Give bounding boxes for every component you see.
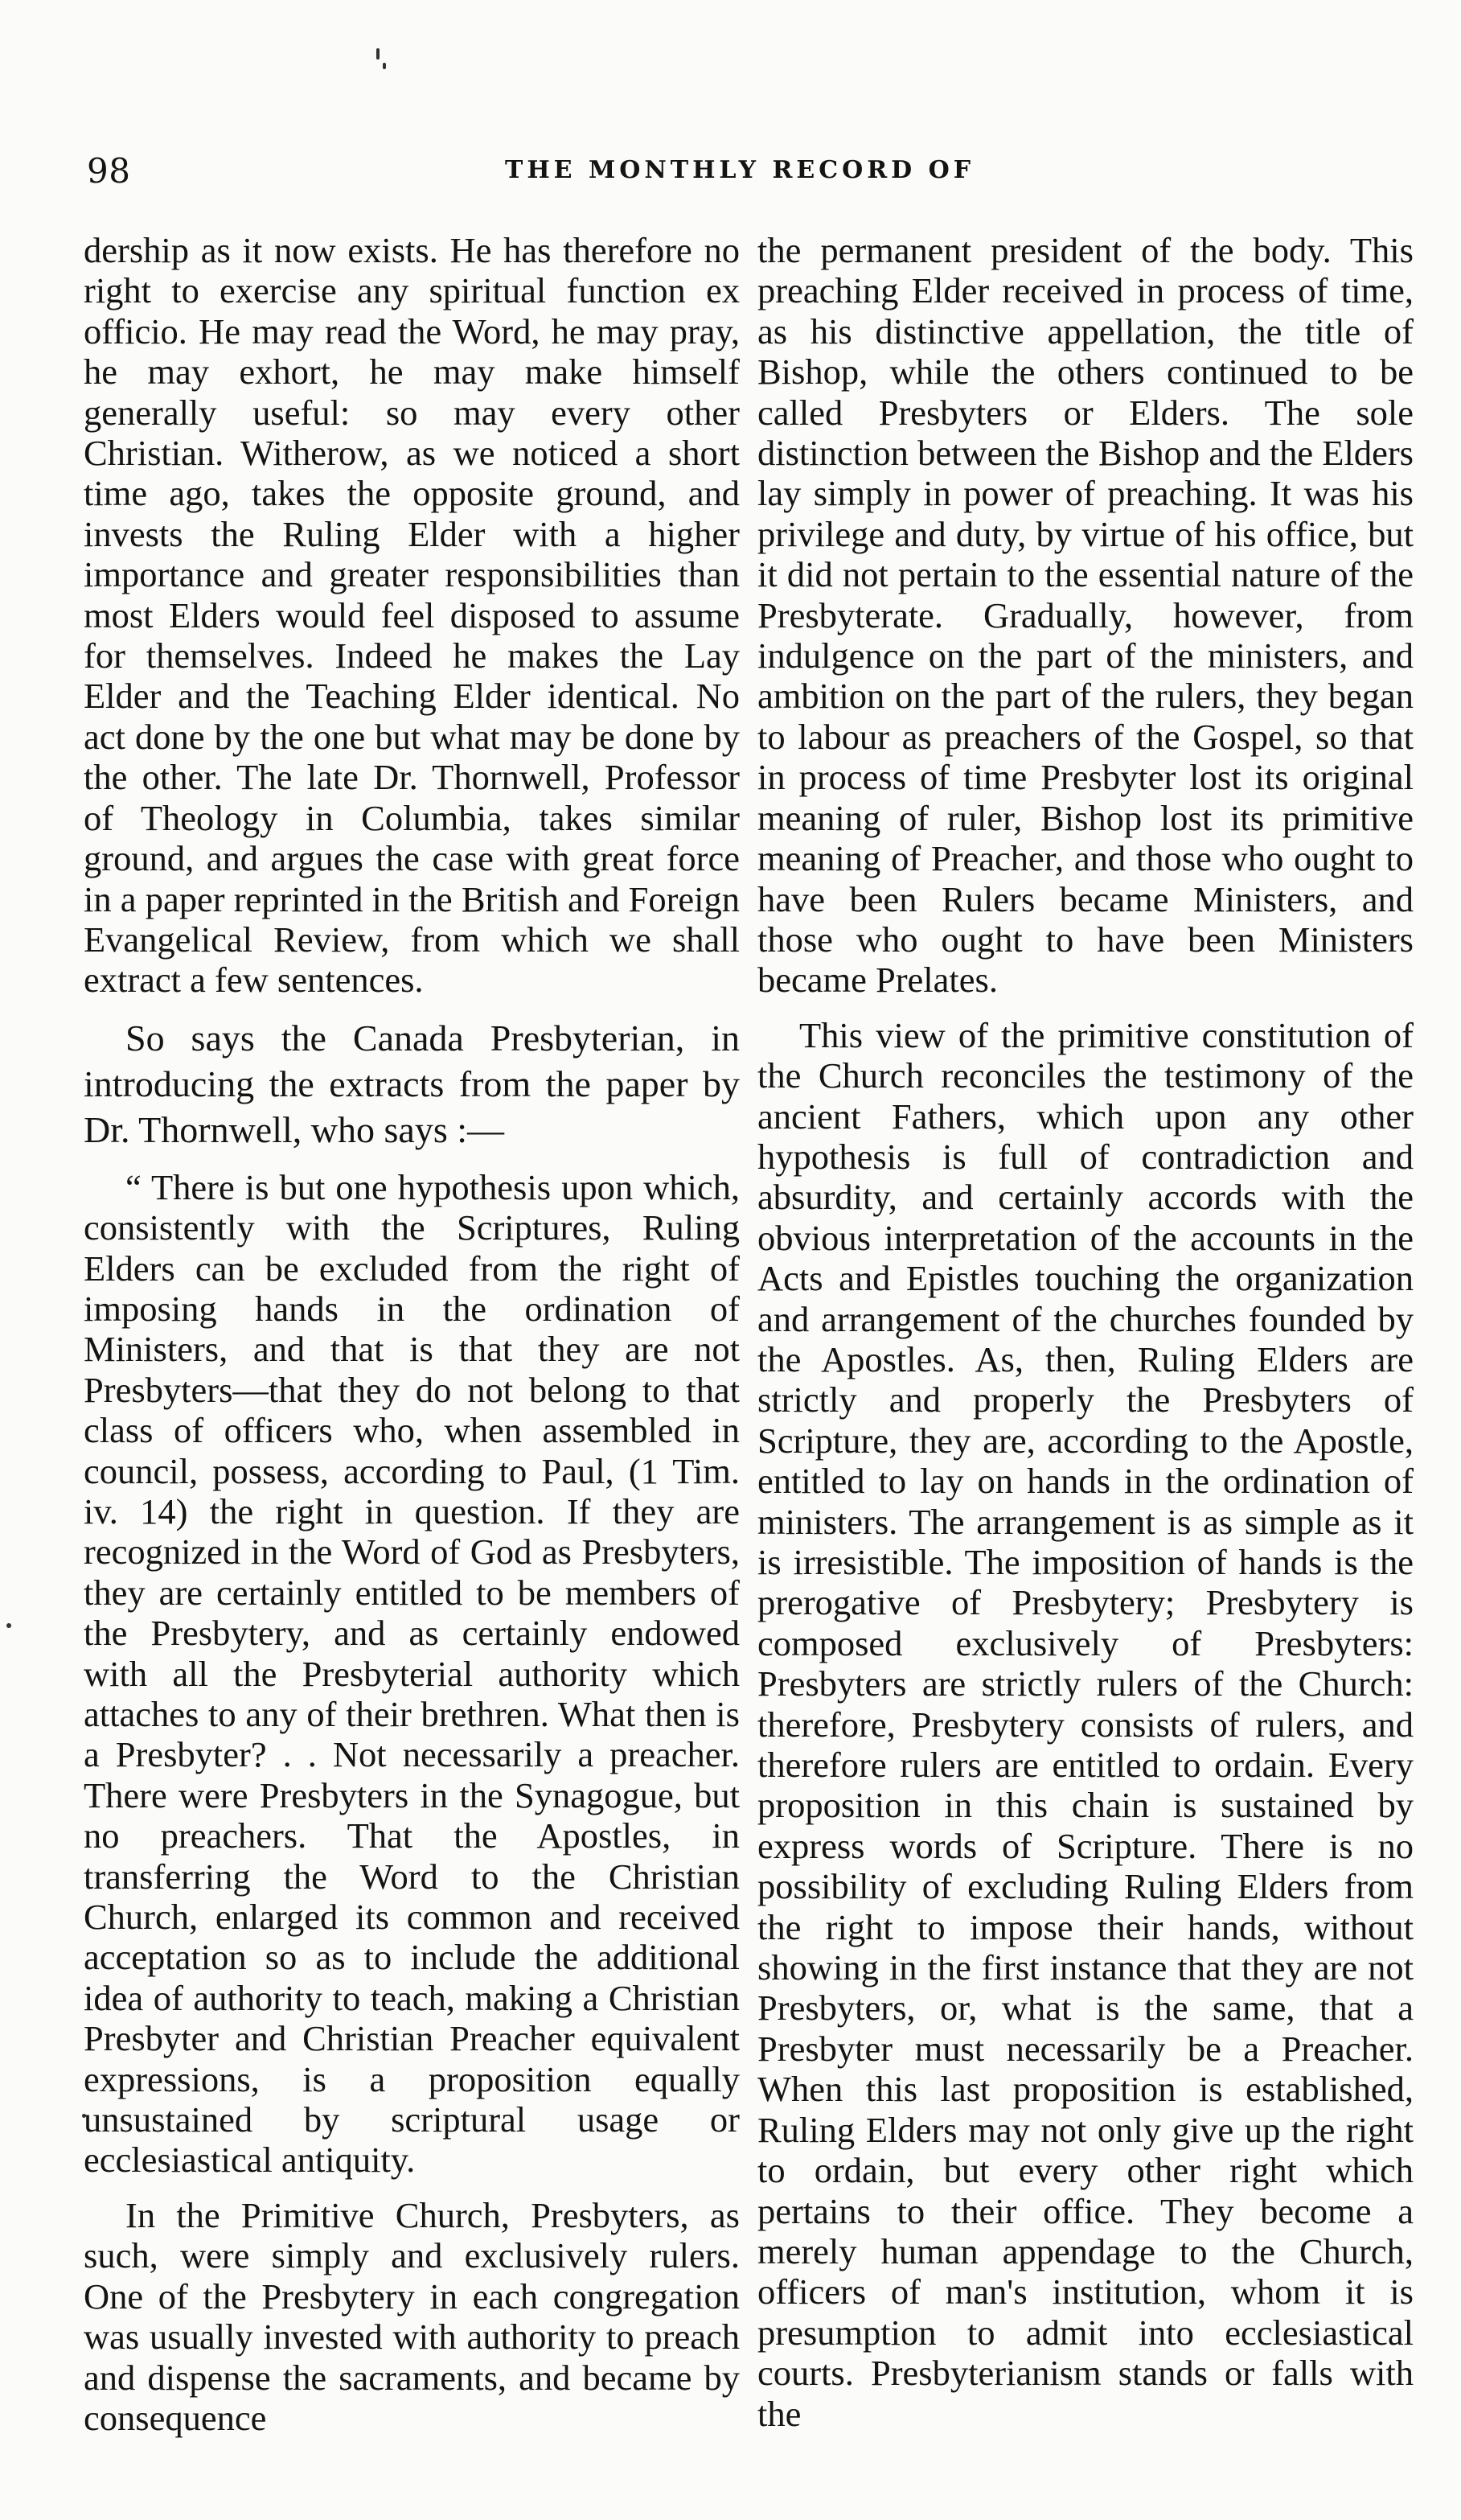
right-column (757, 230, 1414, 2434)
paragraph-quotation: “ There is but one hypothesis upon which, consistently with the Scriptures, Ruling Elders can be excluded from the right of imposing hands in the ordination of Ministers, and that is that they are not Presbyters—that they do not belong to that class of officers who, when assembled in council, possess, according to Paul, (1 Tim. iv. 14) the right in question. If they are recognized in the Word of God as Presbyters, they are certainly entitled to be members of the Presbytery, and as certainly endowed with all the Presbyterial authority which attaches to any of their brethren. What then is a Presbyter? . . Not necessarily a preacher. There were Presbyters in the Synagogue, but no preachers. That the Apostles, in transferring the Word to the Christian Church, enlarged its common and received acceptation so as to include the additional idea of authority to teach, making a Christian Presbyter and Christian Preacher equivalent expressions, is a proposition equally unsustained by scriptural usage or ecclesiastical antiquity. (84, 1166, 740, 2181)
paragraph-president: the permanent president of the body. This preaching Elder received in process of time, as his distinctive appellation, the title of Bishop, while the others continued to be called Presbyters or Elders. The sole distinction between the Bishop and the Elders lay simply in power of preaching. It was his privilege and duty, by virtue of his office, but it did not pertain to the essential nature of the Presbyterate. Gradually, however, from indulgence on the part of the ministers, and ambition on the part of the rulers, they began to labour as preachers of the Gospel, so that in process of time Presbyter lost its original meaning of ruler, Bishop lost its primitive meaning of Preacher, and those who ought to have been Rulers became Ministers, and those who ought to have been Ministers became Prelates. (757, 230, 1414, 1001)
paragraph-introduction: So says the Canada Presbyterian, in introducing the extracts from the paper by Dr. Thornwell, who says :— (84, 1017, 740, 1150)
left-column (84, 230, 740, 2438)
print-speck (383, 63, 386, 69)
print-speck (6, 1623, 11, 1628)
paragraph-primitive-constitution: This view of the primitive constitution of the Church reconciles the testimony of the ancient Fathers, which upon any other hypothesis is full of contradiction and absurdity, and certainly accords with the obvious interpretation of the accounts in the Acts and Epistles touching the organization and arrangement of the churches founded by the Apostles. As, then, Ruling Elders are strictly and properly the Presbyters of Scripture, they are, according to the Apostle, entitled to lay on hands in the ordination of ministers. The arrangement is as simple as it is irresistible. The imposition of hands is the prerogative of Presbytery; Presbytery is composed exclusively of Presbyters: Presbyters are strictly rulers of the Church: therefore, Presbytery consists of rulers, and therefore rulers are entitled to ordain. Every proposition in this chain is sustained by express words of Scripture. There is no possibility of excluding Ruling Elders from the right to impose their hands, without showing in the first instance that they are not Presbyters, or, what is the same, that a Presbyter must necessarily be a Preacher. When this last proposition is established, Ruling Elders may not only give up the right to ordain, but every other right which pertains to their office. They become a merely human appendage to the Church, officers of man's institution, whom it is presumption to admit into ecclesiastical courts. Presbyterianism stands or falls with the (757, 1014, 1414, 2434)
paragraph-primitive-church: In the Primitive Church, Presbyters, as such, were simply and exclusively rulers. One of the Presbytery in each congregation was usually invested with authority to preach and dispense the sacraments, and became by consequence (84, 2194, 740, 2438)
running-title: THE MONTHLY RECORD OF (505, 156, 975, 184)
print-speck (376, 48, 380, 60)
page-header (87, 151, 1401, 199)
page-number: 98 (87, 151, 131, 191)
paragraph-continued: dership as it now exists. He has therefore no right to exercise any spiritual function ex officio. He may read the Word, he may pray, he may exhort, he may make himself generally useful: so may every other Christian. Witherow, as we noticed a short time ago, takes the opposite ground, and invests the Ruling Elder with a higher importance and greater responsibilities than most Elders would feel disposed to assume for themselves. Indeed he makes the Lay Elder and the Teaching Elder identical. No act done by the one but what may be done by the other. The late Dr. Thornwell, Professor of Theology in Columbia, takes similar ground, and argues the case with great force in a paper reprinted in the British and Foreign Evangelical Review, from which we shall extract a few sentences. (84, 230, 740, 1001)
